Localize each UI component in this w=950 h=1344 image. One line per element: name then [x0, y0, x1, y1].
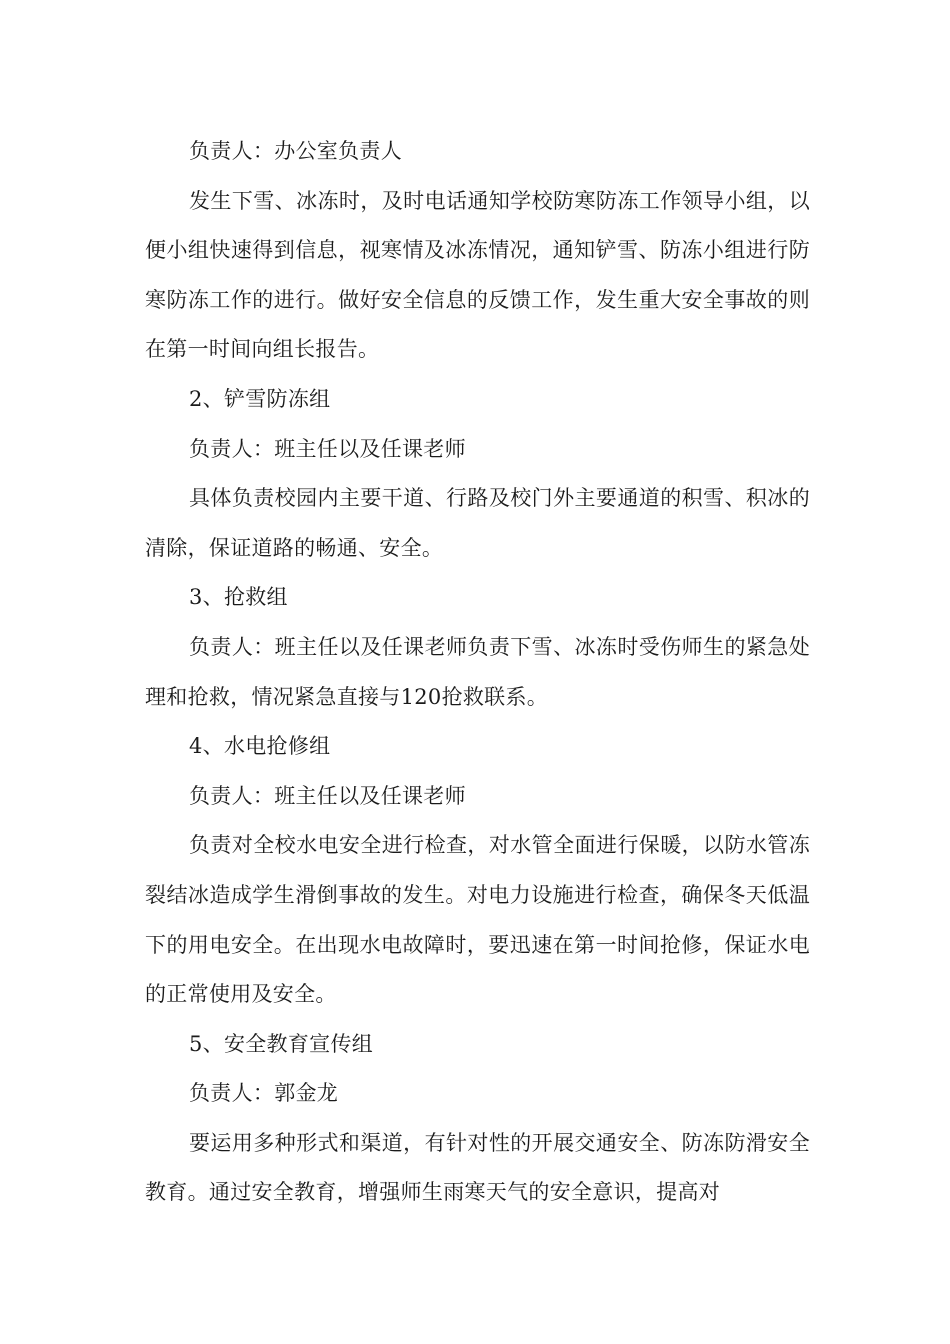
- heading-safety-education-group: 5、安全教育宣传组: [189, 1031, 374, 1056]
- paragraph-utility-repair-duties: 负责对全校水电安全进行检查，对水管全面进行保暖，以防水管冻裂结冰造成学生滑倒事故的发生。对电力设施进行检查，确保冬天低温下的用电安全。在出现水电故障时，要迅速在第一时间抢修，保证水电的正常使用及安全。: [145, 833, 810, 1007]
- paragraph-utility-repair-lead: 负责人：班主任以及任课老师: [189, 783, 466, 808]
- paragraph-snow-removal-lead: 负责人：班主任以及任课老师: [189, 436, 466, 461]
- paragraph-rescue-lead-duties: 负责人：班主任以及任课老师负责下雪、冰冻时受伤师生的紧急处理和抢救，情况紧急直接与120抢救联系。: [145, 634, 810, 709]
- heading-utility-repair-group: 4、水电抢修组: [189, 734, 331, 759]
- heading-snow-removal-group: 2、铲雪防冻组: [189, 386, 331, 411]
- paragraph-safety-education-lead: 负责人：郭金龙: [189, 1081, 339, 1106]
- paragraph-safety-education-duties: 要运用多种形式和渠道，有针对性的开展交通安全、防冻防滑安全教育。通过安全教育，增强师生雨寒天气的安全意识，提高对: [145, 1130, 810, 1205]
- document-body: [145, 127, 810, 1218]
- paragraph-office-lead: 负责人：办公室负责人: [189, 139, 402, 163]
- heading-rescue-group: 3、抢救组: [189, 585, 288, 610]
- paragraph-snow-removal-duties: 具体负责校园内主要干道、行路及校门外主要通道的积雪、积冰的清除，保证道路的畅通、安全。: [145, 486, 810, 560]
- paragraph-office-duties: 发生下雪、冰冻时，及时电话通知学校防寒防冻工作领导小组，以便小组快速得到信息，视寒情及冰冻情况，通知铲雪、防冻小组进行防寒防冻工作的进行。做好安全信息的反馈工作，发生重大安全事故的则在第一时间向组长报告。: [145, 188, 810, 362]
